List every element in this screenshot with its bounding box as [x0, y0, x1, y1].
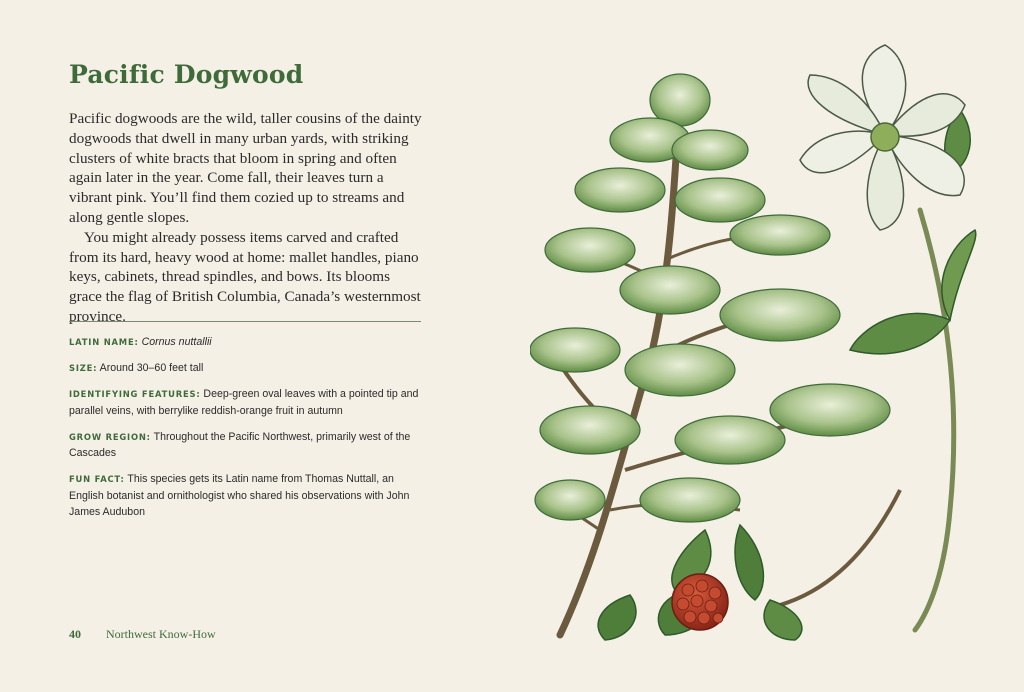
berry-cluster [672, 574, 728, 630]
fact-label: IDENTIFYING FEATURES: [69, 389, 201, 399]
left-page [0, 0, 480, 692]
book-title: Northwest Know-How [106, 627, 216, 641]
pacific-dogwood-illustration [530, 30, 990, 660]
fact-size [69, 360, 421, 377]
fact-label: SIZE: [69, 363, 98, 373]
fact-grow-region [69, 429, 421, 462]
fact-fun-fact [69, 471, 421, 521]
fact-value: Throughout the Pacific Northwest, primarily west of the Cascades [69, 430, 411, 459]
paragraph-1: Pacific dogwoods are the wild, taller cousins of the dainty dogwoods that dwell in many urban yards, with striking clusters of white bracts that bloom in spring and often again later in the year. Come fall, their leaves turn a vibrant pink. You’ll find them cozied up to streams and along gentle slopes. [69, 110, 422, 226]
fact-label: FUN FACT: [69, 474, 125, 484]
dogwood-flower [800, 45, 965, 230]
body-text [69, 109, 425, 327]
divider [69, 321, 421, 322]
fact-value: Deep-green oval leaves with a pointed tip and parallel veins, with berrylike reddish-orange fruit in autumn [69, 388, 419, 417]
fact-label: LATIN NAME: [69, 337, 139, 347]
fact-value: Cornus nuttallii [141, 336, 212, 348]
fact-label: GROW REGION: [69, 431, 151, 442]
page-number: 40 [69, 627, 81, 641]
fact-value: This species gets its Latin name from Thomas Nuttall, an English botanist and ornithologist who shared his observations with John James Audubon [69, 473, 410, 518]
berry-branch [780, 490, 900, 605]
page-title: Pacific Dogwood [69, 60, 304, 89]
paragraph-2: You might already possess items carved and crafted from its hard, heavy wood at home: mallet handles, piano keys, cabinets, thread spindles, and bows. Its blooms grace the flag of British Columbia, Canada’s westernmost province. [69, 228, 421, 325]
fact-latin-name [69, 334, 421, 351]
fact-identifying-features [69, 386, 421, 419]
page-footer [69, 627, 216, 642]
facts-list [69, 334, 421, 530]
fact-value: Around 30–60 feet tall [99, 362, 204, 374]
